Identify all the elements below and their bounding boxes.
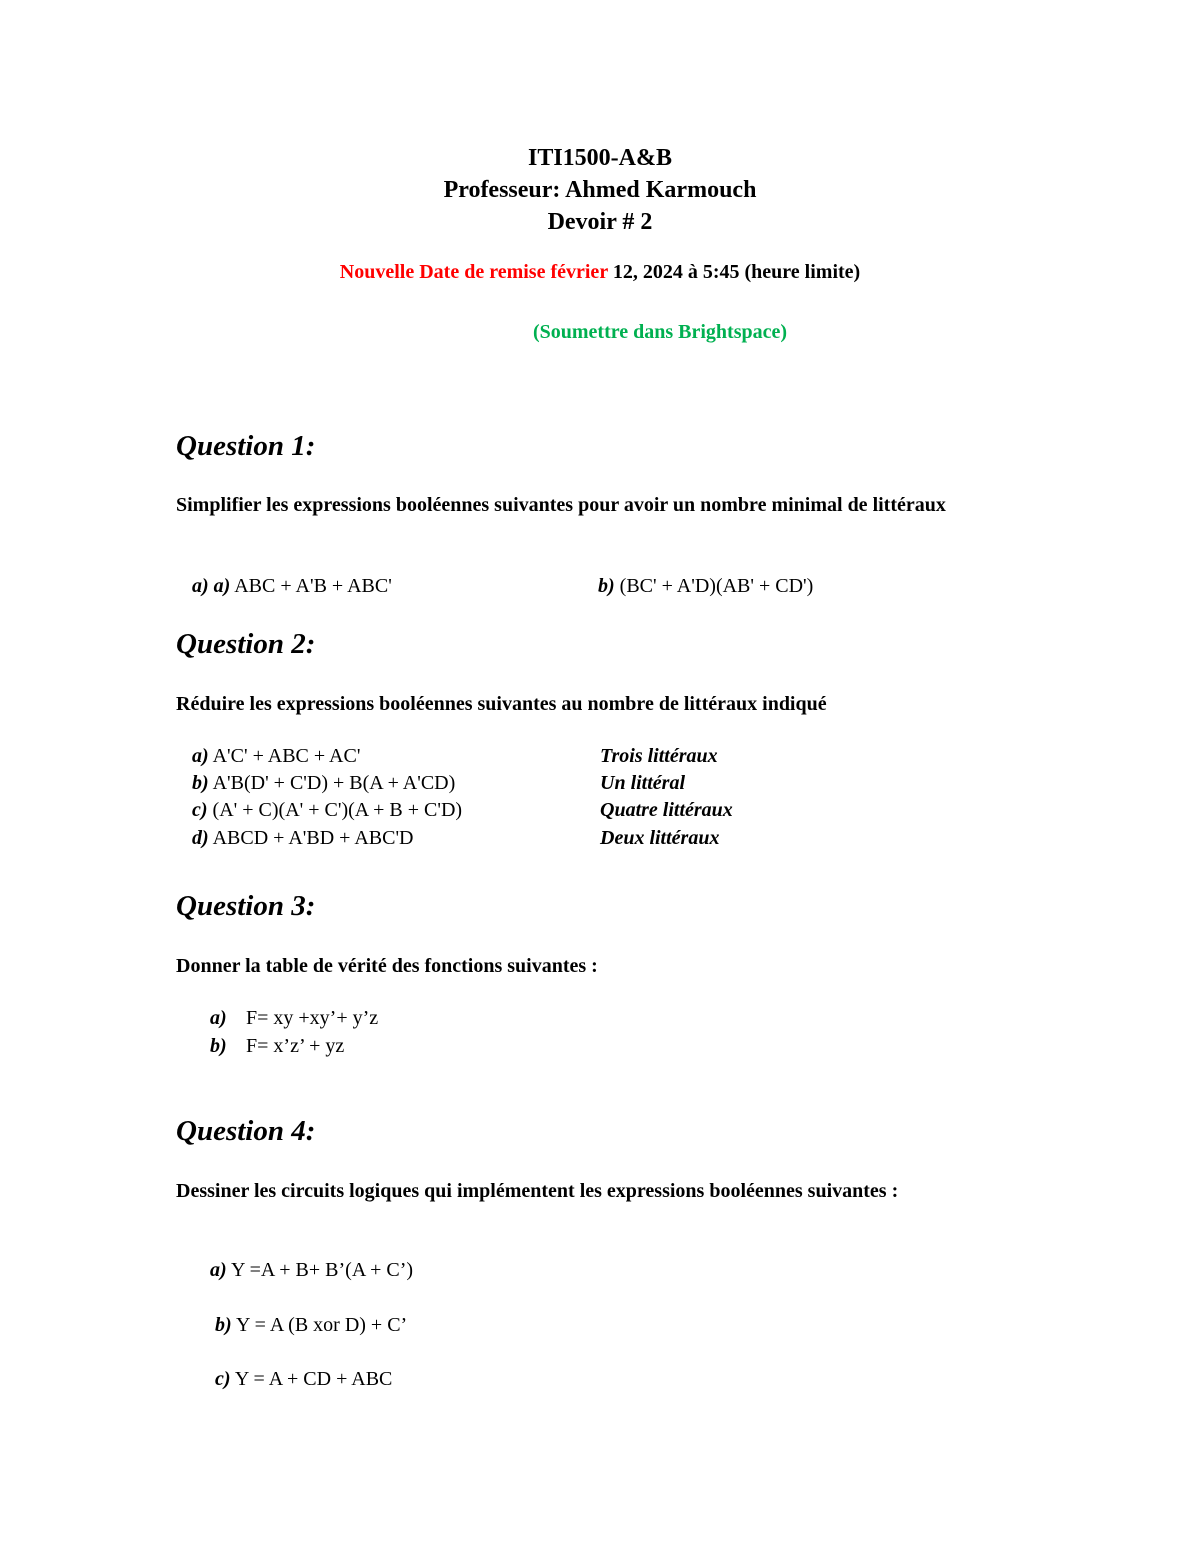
question-2-note-b: Un littéral bbox=[600, 772, 686, 794]
question-1-item-b bbox=[598, 575, 813, 598]
item-label: a) bbox=[210, 1007, 227, 1029]
item-expression: ABCD + A'BD + ABC'D bbox=[212, 827, 414, 849]
due-date-value: 12, 2024 à 5:45 (heure limite) bbox=[612, 261, 861, 283]
item-expression: (BC' + A'D)(AB' + CD') bbox=[619, 575, 814, 597]
item-expression: A'B(D' + C'D) + B(A + A'CD) bbox=[212, 772, 456, 794]
question-2-note-d: Deux littéraux bbox=[600, 827, 720, 849]
course-code: ITI1500-A&B bbox=[527, 145, 672, 171]
question-2-item-b bbox=[192, 772, 455, 795]
item-expression: A'C' + ABC + AC' bbox=[212, 745, 361, 767]
question-4-text: Dessiner les circuits logiques qui implémentent les expressions booléennes suivantes : bbox=[176, 1180, 899, 1202]
question-3-text: Donner la table de vérité des fonctions suivantes : bbox=[176, 955, 598, 977]
item-label: c) bbox=[215, 1368, 231, 1390]
submission-note: (Soumettre dans Brightspace) bbox=[532, 321, 788, 343]
item-label: d) bbox=[192, 827, 209, 849]
item-expression: ABC + A'B + ABC' bbox=[234, 575, 392, 597]
item-label: b) bbox=[210, 1035, 227, 1057]
question-2-item-d bbox=[192, 827, 414, 850]
question-4-heading: Question 4: bbox=[176, 1115, 316, 1147]
due-date bbox=[0, 261, 1200, 284]
question-1-item-a bbox=[192, 575, 392, 598]
item-label: b) bbox=[598, 575, 615, 597]
question-3-item-b bbox=[210, 1035, 344, 1058]
item-expression: F= x’z’ + yz bbox=[246, 1035, 345, 1057]
question-1-text: Simplifier les expressions booléennes suivantes pour avoir un nombre minimal de littéraux bbox=[176, 494, 946, 516]
item-expression: F= xy +xy’+ y’z bbox=[246, 1007, 379, 1029]
question-2-note-a: Trois littéraux bbox=[600, 745, 718, 767]
question-1-heading: Question 1: bbox=[176, 430, 316, 462]
item-expression: Y = A + CD + ABC bbox=[234, 1368, 393, 1390]
item-expression: Y = A (B xor D) + C’ bbox=[235, 1314, 408, 1336]
item-label: a) a) bbox=[192, 575, 231, 597]
question-4-item-c bbox=[215, 1368, 392, 1391]
question-2-note-c: Quatre littéraux bbox=[600, 799, 733, 821]
item-label: a) bbox=[192, 745, 209, 767]
item-label: b) bbox=[215, 1314, 232, 1336]
item-expression: Y =A + B+ B’(A + C’) bbox=[230, 1259, 414, 1281]
question-2-text: Réduire les expressions booléennes suivantes au nombre de littéraux indiqué bbox=[176, 693, 827, 715]
question-4-item-a bbox=[210, 1259, 413, 1282]
question-3-heading: Question 3: bbox=[176, 890, 316, 922]
item-label: c) bbox=[192, 799, 208, 821]
due-date-label: Nouvelle Date de remise février bbox=[339, 261, 608, 283]
item-expression: (A' + C)(A' + C')(A + B + C'D) bbox=[212, 799, 463, 821]
item-label: a) bbox=[210, 1259, 227, 1281]
question-3-item-a bbox=[210, 1007, 378, 1030]
question-2-heading: Question 2: bbox=[176, 628, 316, 660]
professor-name: Professeur: Ahmed Karmouch bbox=[443, 177, 757, 203]
question-4-item-b bbox=[215, 1314, 407, 1337]
assignment-title: Devoir # 2 bbox=[547, 209, 653, 235]
question-2-item-c bbox=[192, 799, 462, 822]
item-label: b) bbox=[192, 772, 209, 794]
question-2-item-a bbox=[192, 745, 360, 768]
